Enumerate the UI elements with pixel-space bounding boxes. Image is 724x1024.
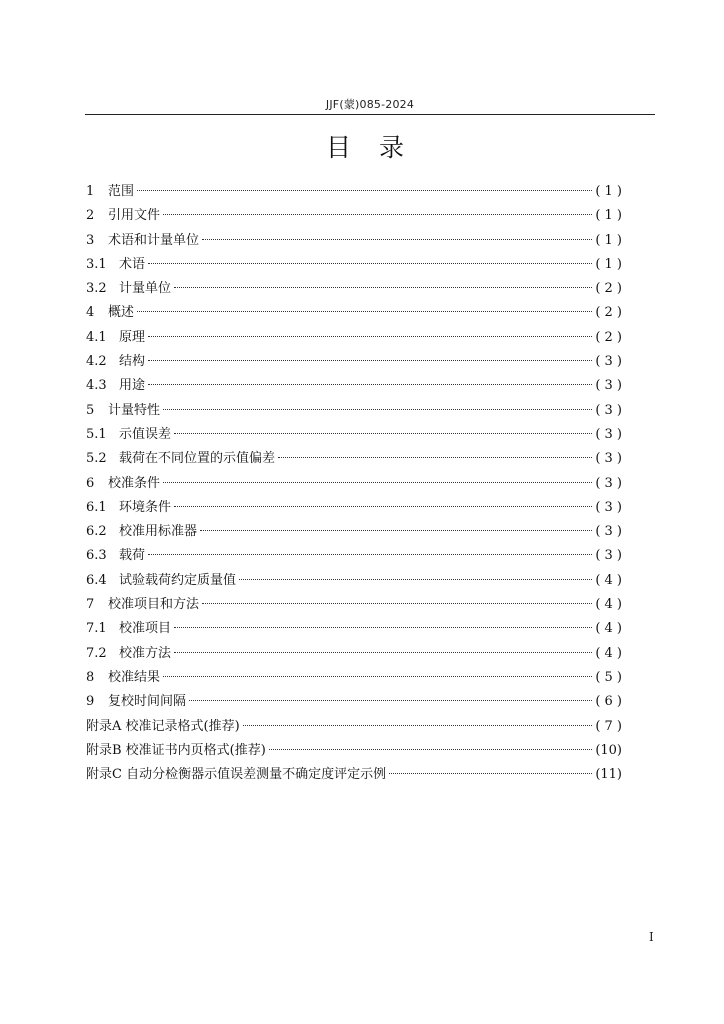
- toc-dot-leader: [174, 652, 592, 653]
- toc-entry-number: 1: [86, 184, 95, 199]
- toc-entry[interactable]: [86, 399, 622, 423]
- toc-entry-number: 7: [86, 597, 95, 613]
- toc-dot-leader: [278, 457, 592, 458]
- toc-dot-leader: [148, 336, 592, 337]
- toc-dot-leader: [148, 263, 592, 264]
- toc-entry-title: 校准项目和方法: [108, 597, 200, 613]
- toc-entry-title: 载荷在不同位置的示值偏差: [119, 451, 276, 467]
- toc-entry[interactable]: [86, 350, 622, 374]
- toc-entry[interactable]: [86, 520, 622, 544]
- toc-entry-page: (11): [595, 767, 622, 783]
- toc-entry[interactable]: [86, 739, 622, 763]
- toc-dot-leader: [174, 433, 592, 434]
- toc-entry-page: ( 3 ): [595, 402, 622, 418]
- standard-code-header: JJF(蒙)085-2024: [325, 98, 415, 111]
- toc-entry[interactable]: [86, 301, 622, 325]
- toc-entry-page: ( 3 ): [595, 548, 622, 564]
- toc-entry-number: 5.1: [86, 426, 107, 442]
- toc-entry[interactable]: [86, 447, 622, 471]
- toc-entry-number: 6.2: [86, 524, 107, 540]
- toc-entry[interactable]: [86, 229, 622, 253]
- toc-entry-number: 3.1: [86, 256, 107, 272]
- toc-entry-number: 5: [86, 402, 95, 418]
- toc-entry-title: 校准条件: [108, 475, 161, 491]
- toc-entry-number: 4: [86, 305, 95, 321]
- toc-dot-leader: [148, 554, 592, 555]
- toc-entry-page: ( 4 ): [595, 621, 622, 637]
- toc-entry-page: ( 3 ): [595, 354, 622, 370]
- toc-entry[interactable]: [86, 763, 622, 787]
- toc-entry-page: ( 2 ): [595, 329, 622, 345]
- toc-entry-number: 7.1: [86, 621, 107, 637]
- toc-entry[interactable]: [86, 642, 622, 666]
- toc-entry[interactable]: [86, 277, 622, 301]
- toc-dot-leader: [163, 676, 592, 677]
- toc-dot-leader: [148, 360, 592, 361]
- toc-entry-page: (10): [595, 742, 622, 758]
- toc-entry[interactable]: [86, 690, 622, 714]
- toc-entry-page: ( 1 ): [595, 208, 622, 224]
- toc-entry-number: 2: [86, 208, 95, 224]
- toc-entry-number: 4.1: [86, 329, 107, 345]
- toc-title: 目 录: [326, 133, 414, 162]
- toc-dot-leader: [189, 700, 592, 701]
- toc-entry-number: 9: [86, 694, 95, 710]
- toc-entry-title: 校准方法: [119, 645, 172, 661]
- toc-entry-page: ( 4 ): [595, 572, 622, 588]
- toc-entry-title: 校准项目: [119, 621, 172, 637]
- toc-entry-title: 环境条件: [119, 499, 172, 515]
- toc-entry-number: 7.2: [86, 645, 107, 661]
- toc-dot-leader: [163, 214, 592, 215]
- toc-dot-leader: [137, 190, 592, 191]
- toc-entry[interactable]: [86, 593, 622, 617]
- toc-entry-title: 附录A 校准记录格式(推荐): [86, 718, 240, 734]
- toc-entry-title: 复校时间间隔: [108, 694, 187, 710]
- toc-entry-title: 计量单位: [119, 281, 172, 297]
- toc-dot-leader: [174, 506, 592, 507]
- toc-entry-number: 6.3: [86, 548, 107, 564]
- toc-dot-leader: [163, 482, 592, 483]
- toc-entry-title: 附录C 自动分检衡器示值误差测量不确定度评定示例: [86, 767, 387, 783]
- toc-entry-page: ( 3 ): [595, 475, 622, 491]
- toc-entry-title: 载荷: [119, 548, 146, 564]
- toc-entry-number: 6.4: [86, 572, 107, 588]
- toc-entry-page: ( 1 ): [595, 256, 622, 272]
- toc-entry[interactable]: [86, 544, 622, 568]
- toc-entry-title: 示值误差: [119, 426, 172, 442]
- toc-entry[interactable]: [86, 472, 622, 496]
- toc-entry-page: ( 3 ): [595, 451, 622, 467]
- toc-entry-page: ( 1 ): [595, 184, 622, 199]
- toc-entry-title: 试验载荷约定质量值: [119, 572, 237, 588]
- toc-entry-title: 校准结果: [108, 669, 161, 685]
- toc-entry-number: 4.2: [86, 354, 107, 370]
- toc-entry[interactable]: [86, 204, 622, 228]
- toc-entry[interactable]: [86, 617, 622, 641]
- toc-entry[interactable]: [86, 326, 622, 350]
- toc-entry-page: ( 2 ): [595, 305, 622, 321]
- toc-entry-page: ( 2 ): [595, 281, 622, 297]
- toc-entry[interactable]: [86, 496, 622, 520]
- toc-entry-title: 术语: [119, 256, 146, 272]
- table-of-contents: [86, 180, 622, 787]
- toc-dot-leader: [137, 311, 592, 312]
- toc-dot-leader: [200, 530, 592, 531]
- toc-entry-number: 3: [86, 232, 95, 248]
- toc-entry[interactable]: [86, 569, 622, 593]
- toc-entry-page: ( 4 ): [595, 597, 622, 613]
- page-number: I: [649, 930, 654, 944]
- toc-entry-title: 用途: [119, 378, 146, 394]
- toc-entry-title: 原理: [119, 329, 146, 345]
- toc-entry-page: ( 4 ): [595, 645, 622, 661]
- header-divider: [85, 114, 655, 115]
- toc-entry-number: 5.2: [86, 451, 107, 467]
- toc-entry-title: 引用文件: [108, 208, 161, 224]
- toc-dot-leader: [269, 749, 592, 750]
- toc-entry[interactable]: [86, 180, 622, 204]
- toc-entry-title: 术语和计量单位: [108, 232, 200, 248]
- toc-entry-page: ( 3 ): [595, 524, 622, 540]
- toc-entry-number: 4.3: [86, 378, 107, 394]
- toc-entry-number: 6: [86, 475, 95, 491]
- toc-entry-title: 计量特性: [108, 402, 161, 418]
- toc-entry-page: ( 5 ): [595, 669, 622, 685]
- toc-entry-title: 附录B 校准证书内页格式(推荐): [86, 742, 266, 758]
- toc-entry-title: 校准用标准器: [119, 524, 198, 540]
- toc-dot-leader: [389, 773, 592, 774]
- toc-entry-title: 范围: [108, 184, 135, 199]
- toc-dot-leader: [202, 239, 592, 240]
- toc-entry-number: 3.2: [86, 281, 107, 297]
- toc-entry[interactable]: [86, 666, 622, 690]
- toc-entry[interactable]: [86, 374, 622, 398]
- toc-entry-page: ( 6 ): [595, 694, 622, 710]
- toc-entry[interactable]: [86, 253, 622, 277]
- toc-dot-leader: [148, 384, 592, 385]
- toc-dot-leader: [174, 627, 592, 628]
- toc-entry-title: 概述: [108, 305, 135, 321]
- toc-dot-leader: [239, 579, 592, 580]
- toc-dot-leader: [163, 409, 592, 410]
- toc-entry-page: ( 1 ): [595, 232, 622, 248]
- toc-entry-page: ( 3 ): [595, 426, 622, 442]
- toc-entry[interactable]: [86, 423, 622, 447]
- toc-entry-page: ( 7 ): [595, 718, 622, 734]
- toc-dot-leader: [174, 287, 592, 288]
- toc-entry[interactable]: [86, 715, 622, 739]
- toc-entry-number: 8: [86, 669, 95, 685]
- toc-entry-page: ( 3 ): [595, 499, 622, 515]
- toc-entry-page: ( 3 ): [595, 378, 622, 394]
- toc-dot-leader: [243, 725, 593, 726]
- toc-dot-leader: [202, 603, 592, 604]
- toc-entry-title: 结构: [119, 354, 146, 370]
- toc-entry-number: 6.1: [86, 499, 107, 515]
